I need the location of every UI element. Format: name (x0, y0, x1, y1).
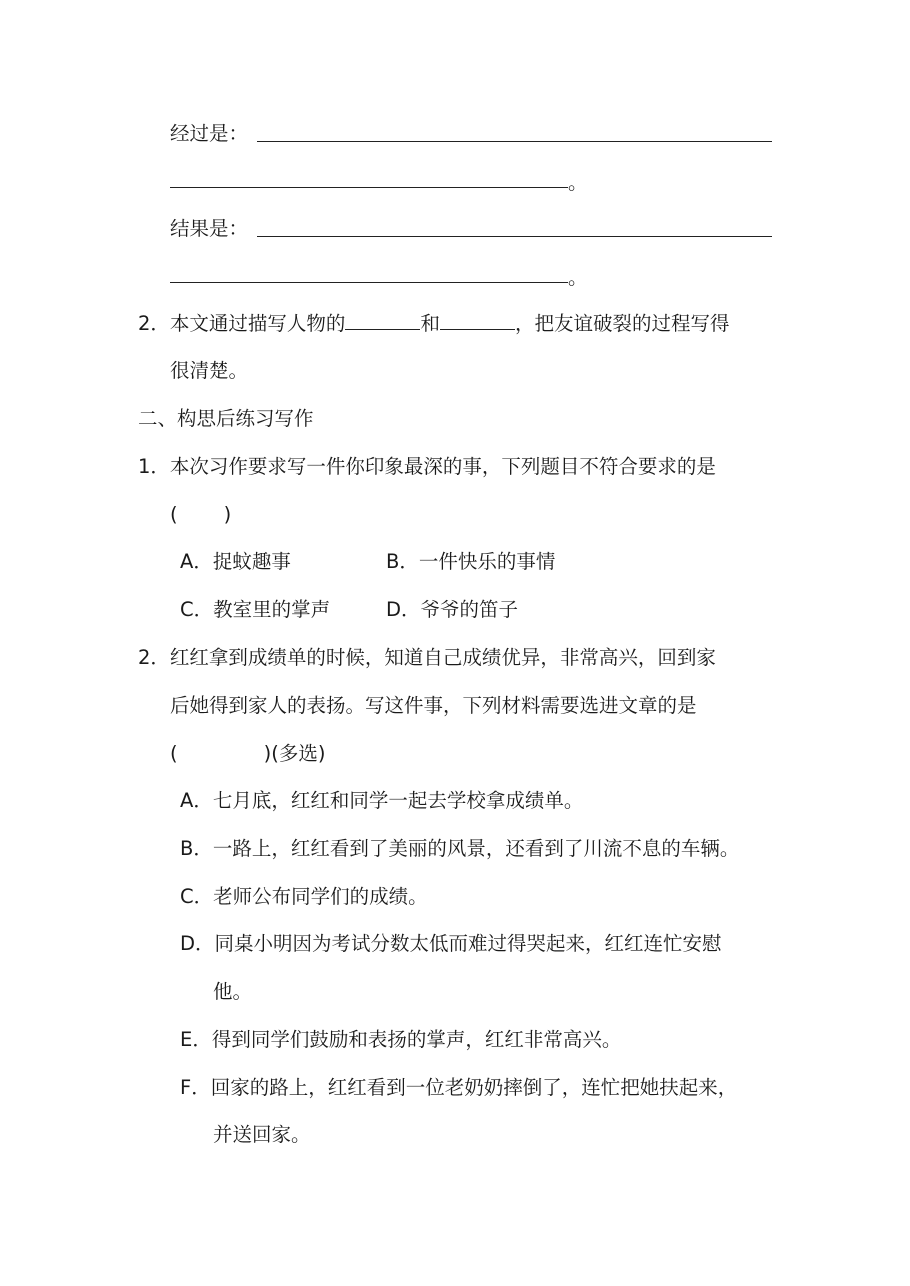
paren-close-multi: )(多选) (263, 742, 326, 765)
process-answer-line-1[interactable] (257, 141, 772, 142)
option-f[interactable]: F．回家的路上，红红看到一位老奶奶摔倒了，连忙把她扶起来， (180, 1076, 738, 1099)
result-answer-line-1[interactable] (257, 236, 772, 237)
section-heading: 二、构思后练习写作 (138, 407, 314, 430)
result-answer-line-2[interactable] (170, 282, 568, 283)
option-d[interactable]: D．同桌小明因为考试分数太低而难过得哭起来，红红连忙安慰 (180, 932, 722, 955)
question-stem: 本次习作要求写一件你印象最深的事，下列题目不符合要求的是 (169, 455, 716, 478)
question-number: 2． (138, 646, 170, 669)
result-label: 结果是： (170, 217, 249, 240)
option-b[interactable]: B．一路上，红红看到了美丽的风景，还看到了川流不息的车辆。 (180, 837, 740, 860)
question-text: 和 (420, 312, 440, 335)
fill-blank-1[interactable] (345, 309, 420, 330)
result-period: 。 (568, 266, 588, 289)
option-f-continuation: 并送回家。 (213, 1123, 311, 1146)
question-text: ，把友谊破裂的过程写得 (514, 312, 730, 335)
question-text: 本文通过描写人物的 (169, 312, 346, 335)
question-2-continuation: 很清楚。 (170, 359, 249, 382)
option-d[interactable]: D．爷爷的笛子 (386, 598, 519, 621)
question-number: 2． (138, 312, 170, 335)
paren-open: ( (170, 503, 178, 526)
paren-close: ) (223, 503, 232, 526)
mc-question-1 (138, 452, 716, 482)
option-a[interactable]: A．捉蚊趣事 (180, 550, 291, 573)
option-c[interactable]: C．教室里的掌声 (180, 598, 331, 621)
process-label: 经过是： (170, 122, 249, 145)
option-d-continuation: 他。 (213, 980, 253, 1003)
process-answer-line-2[interactable] (170, 187, 568, 188)
question-number: 1． (138, 455, 170, 478)
option-b[interactable]: B．一件快乐的事情 (386, 550, 556, 573)
answer-parentheses[interactable] (170, 500, 231, 530)
option-c[interactable]: C．老师公布同学们的成绩。 (180, 885, 428, 908)
option-a[interactable]: A．七月底，红红和同学一起去学校拿成绩单。 (180, 789, 584, 812)
process-period: 。 (568, 171, 588, 194)
fill-blank-2[interactable] (440, 309, 515, 330)
answer-parentheses-multi[interactable] (170, 739, 325, 769)
mc-question-2-line-2: 后她得到家人的表扬。写这件事，下列材料需要选进文章的是 (170, 694, 697, 717)
question-2-fill (138, 309, 729, 339)
mc-question-2 (138, 643, 716, 673)
paren-open: ( (170, 742, 178, 765)
question-stem: 红红拿到成绩单的时候，知道自己成绩优异，非常高兴，回到家 (169, 646, 716, 669)
option-e[interactable]: E．得到同学们鼓励和表扬的掌声，红红非常高兴。 (180, 1028, 622, 1051)
